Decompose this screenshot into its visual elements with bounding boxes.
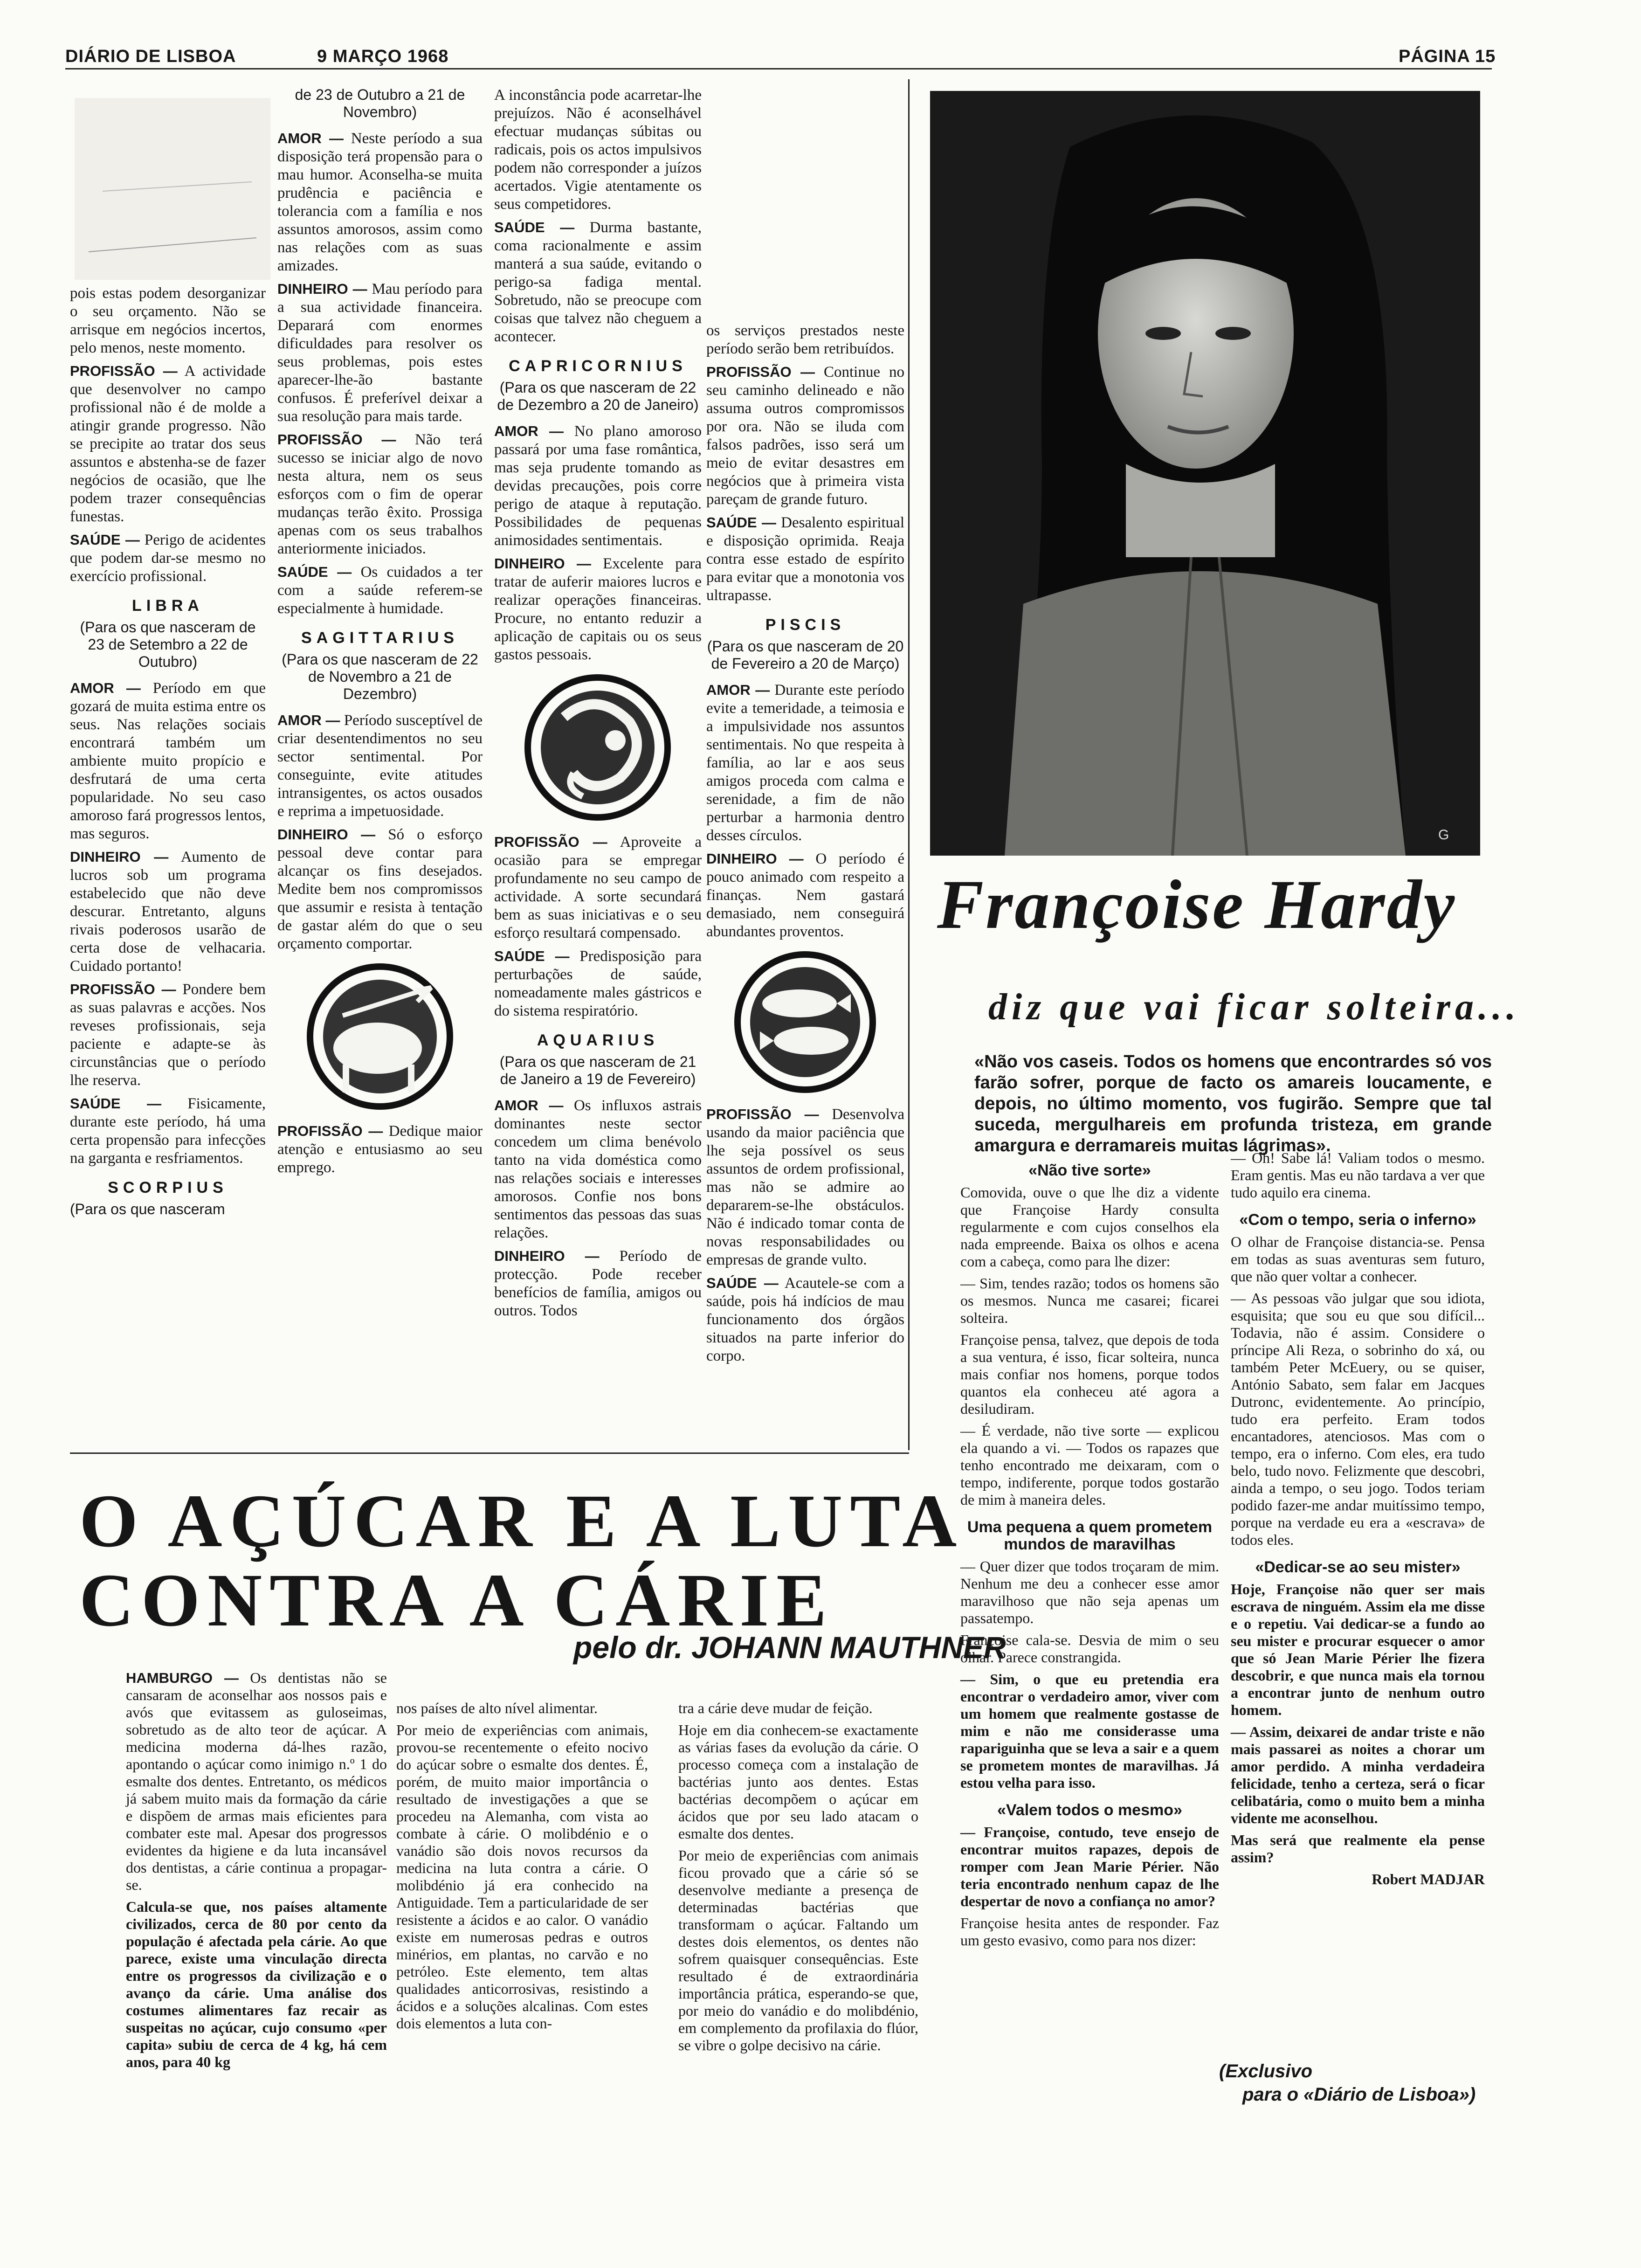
sign-scorpius: SCORPIUS [108, 1179, 228, 1196]
sugar-column-2: nos países de alto nível alimentar. Por meio de experiências com animais, provou-se recentemente o efeito nocivo do açúcar sobre o esmalte dos dentes. É, porém, de muito maior importância o resultado de investigações a que se procedeu na Alemanha, com vista ao combate à cárie. O molibdénio e o vanádio são dois novos recursos da medicina na luta contra a cárie. O molibdénio já era conhecido na Antiguidade. Tem a particularidade de ser resistente a ácidos e ao calor. O vanádio existe em numerosas pedras e outros minérios, em plantas, no carvão e no petróleo. Este elemento, tem altas qualidades anticorrosivas, resistindo a ácidos e a soluções alcalinas. Com estes dois elementos a luta con- [396, 1700, 648, 2032]
article-title-line-2: CONTRA A CÁRIE [79, 1559, 834, 1642]
sign-aquarius: AQUARIUS [537, 1031, 659, 1049]
hardy-intro: «Não vos caseis. Todos os homens que encontrardes só vos farão sofrer, porque de facto os amareis loucamente, e depois, no último momento, vos fugirão. Sempre que tal suceda, mergulhareis em profunda tristeza, em grande amargura e derramareis muitas lágrimas». [974, 1052, 1492, 1155]
horoscope-column-2: de 23 de Outubro a 21 de Novembro) AMOR — Neste período a sua disposição terá propensão para o mau humor. Aconselha-se muita prudência e paciência e tolerancia com a família e nos assuntos amorosos, assim como nas relações com as suas amizades. DINHEIRO — Mau período para a sua actividade financeira. Deparará com enormes dificuldades para resolver os seus problemas, pois estes aparecer-lhe-ão bastante confusos. É preferível deixar a sua resolução para mais tarde. PROFISSÃO — Não terá sucesso se iniciar algo de novo nesta altura, nem os seus esforços com o fim de operar mudanças terão êxito. Prossiga apenas com os seus trabalhos anteriormente iniciados. SAÚDE — Os cuidados a ter com a saúde referem-se especialmente à humidade. SAGITTARIUS (Para os que nasceram de 22 de Novembro a 21 de Dezembro) AMOR — Período susceptível de criar desentendimentos no seu sector sentimental. Por conseguinte, evite atitudes intransigentes, os actos ousados e reprima a impetuosidade. DINHEIRO — Só o esforço pessoal deve contar para alcançar os fins desejados. Medite bem nos compromissos que assumir e resista à tentação de gastar além do que o seu orçamento comportar. PROFISSÃO — Dedique maior atenção e entusiasmo ao seu emprego. [277, 86, 483, 1176]
article-title-line-1: O AÇÚCAR E A LUTA [79, 1480, 965, 1563]
capricorn-zodiac-icon [494, 671, 702, 824]
pisces-zodiac-icon [706, 947, 904, 1097]
subhead-valem-todos: «Valem todos o mesmo» [997, 1801, 1182, 1819]
sagittarius-zodiac-icon [277, 960, 483, 1113]
photo-credit: G [1438, 827, 1449, 843]
sugar-column-1: HAMBURGO — Os dentistas não se cansaram de aconselhar aos nossos pais e avós que evitassem as guloseimas, sobretudo as de alto teor de açúcar. A medicina moderna dá-lhes razão, apontando o açúcar como inimigo n.º 1 do esmalte dos dentes. Entretanto, os médicos já sabem muito mais da formação da cárie e dispõem de armas mais eficientes para combater este mal. Apesar dos progressos evidentes da higiene e da luta incansável dos dentistas, a cárie continua a propagar-se. Calcula-se que, nos países altamente civilizados, cerca de 80 por cento da população é afectada pela cárie. Ao que parece, existe uma vinculação directa entre os progressos da civilização e o avanço da cárie. Uma análise dos costumes alimentares faz recair as suspeitas no açúcar, cujo consumo «per capita» subiu de cerca de 4 kg, há cem anos, para 40 kg [126, 1669, 387, 2070]
hardy-column-right: — Oh! Sabe lá! Valiam todos o mesmo. Eram gentis. Mas eu não tardava a ver que tudo aquilo era cinema. «Com o tempo, seria o inferno» O olhar de Françoise distancia-se. Pensa em todas as suas aventuras sem futuro, que não quer voltar a conhecer. — As pessoas vão julgar que sou idiota, esquisita; que sou eu que sou difícil... Todavia, não é assim. Considere o príncipe Ali Reza, o sobrinho do xá, ou também Peter McEuery, ou se quiser, António Sabato, sem falar em Jacques Dutronc, evidentemente. Ao princípio, tudo era perfeito. Eram todos encantadores, atenciosos. Mas com o tempo, era o inferno. Com eles, era tudo belo, tudo novo. Felizmente que descobri, ainda a tempo, o seu jogo. Todos teriam podido fazer-me andar muitíssimo tempo, porque na verdade eu era a «escrava» de todos eles. «Dedicar-se ao seu mister» Hoje, Françoise não quer ser mais escrava de ninguém. Assim ela me disse e o repetiu. Vai dedicar-se a fundo ao seu mister e procurar esquecer o amor que só Jean Marie Périer lhe fizera descobrir, e que nunca mais ela tornou a encontrar junto de nenhum outro homem. — Assim, deixarei de andar triste e não mais passarei as noites a chorar um amor perdido. A minha verdadeira felicidade, tenho a certeza, será o ficar celibatária, como o muito bem a minha vidente me aconselhou. Mas será que realmente ela pense assim? Robert MADJAR [1231, 1149, 1485, 1888]
hardy-title: Françoise Hardy [937, 866, 1457, 943]
author-signature: Robert MADJAR [1372, 1871, 1485, 1888]
subhead-uma-pequena: Uma pequena a quem prometem mundos de maravilhas [967, 1518, 1213, 1553]
horoscope-column-4: os serviços prestados neste período serão bem retribuídos. PROFISSÃO — Continue no seu caminho delineado e não assuma outros compromissos por ora. Não se iluda com falsos padrões, isso será um meio de evitar desastres em negócios que à primeira vista pareçam de grande futuro. SAÚDE — Desalento espiritual e disposição oprimida. Reaja contra esse estado de espírito para evitar que a monotonia vos ultrapasse. PISCIS (Para os que nasceram de 20 de Fevereiro a 20 de Março) AMOR — Durante este período evite a temeridade, a teimosia e a impulsividade nos assuntos sentimentais. No que respeita à família, ao lar e aos seus amigos proceda com calma e serenidade, a fim de não perturbar a harmonia dentro desses círculos. DINHEIRO — O período é pouco animado com respeito a finanças. Nem gastará demasiado, nem conseguirá abundantes proventos. PROFISSÃO — Desenvolva usando da maior paciência que lhe seja possível os seus assuntos de ordem profissional, mas não se admire ao depararem-se-lhe obstáculos. Não é indicado tomar conta de novas responsabilidades ou empresas de grande vulto. SAÚDE — Acautele-se com a saúde, pois há indícios de mau funcionamento dos órgãos situados na parte inferior do corpo. [706, 322, 904, 1364]
subhead-com-o-tempo: «Com o tempo, seria o inferno» [1239, 1211, 1476, 1229]
francoise-hardy-photo [930, 91, 1480, 856]
sign-libra: LIBRA [132, 597, 204, 615]
hardy-subtitle: diz que vai ficar solteira... [988, 987, 1521, 1028]
image-fragment [75, 98, 270, 280]
exclusive-note-2: para o «Diário de Lisboa») [1242, 2084, 1476, 2105]
issue-date: 9 MARÇO 1968 [317, 47, 449, 66]
horoscope-column-1: pois estas podem desorganizar o seu orçamento. Não se arrisque em negócios incertos, pelo menos, neste momento. PROFISSÃO — A actividade que desenvolver no campo profissional não é de molde a atingir grande progresso. Não se precipite ao tratar dos seus assuntos e abstenha-se de fazer negócios de ocasião, que lhe podem trazer consequências funestas. SAÚDE — Perigo de acidentes que podem dar-se mesmo no exercício profissional. LIBRA (Para os que nasceram de 23 de Setembro a 22 de Outubro) AMOR — Período em que gozará de muita estima entre os seus. Nas relações sociais encontrará também um ambiente muito propício e desfrutará de uma certa popularidade. No seu caso amoroso fará progressos lentos, mas seguros. DINHEIRO — Aumento de lucros sob um programa estabelecido que não deve descurar. Entretanto, alguns rivais poderosos usarão de certa dose de velhacaria. Cuidado portanto! PROFISSÃO — Pondere bem as suas palavras e acções. Nos reveses profissionais, seja paciente e adapte-se às circunstâncias que o período lhe reserva. SAÚDE — Fisicamente, durante este período, há uma certa propensão para infecções na garganta e resfriamentos. SCORPIUS (Para os que nasceram [70, 285, 266, 1217]
article-rule [70, 1452, 909, 1454]
sugar-column-3: tra a cárie deve mudar de feição. Hoje em dia conhecem-se exactamente as várias fases da evolução da cárie. O processo começa com a instalação de bactérias junto aos dentes. Estas bactérias decompõem o açúcar em ácidos que por seu lado atacam o esmalte dos dentes. Por meio de experiências com animais ficou provado que a cárie só se desenvolve mediante a presença de determinadas bactérias que transformam o açúcar. Faltando um destes dois elementos, os dentes não sofrem quaisquer consequências. Este resultado é de extraordinária importância prática, esperando-se que, por meio do vanádio e do molibdénio, em complemento da profilaxia do flúor, se vibre o golpe decisivo na cárie. [678, 1700, 918, 2054]
sign-capricornius: CAPRICORNIUS [509, 357, 687, 375]
subhead-nao-tive-sorte: «Não tive sorte» [1028, 1162, 1151, 1179]
exclusive-note-1: (Exclusivo [1219, 2061, 1313, 2081]
subhead-dedicar-se: «Dedicar-se ao seu mister» [1255, 1558, 1461, 1576]
sign-piscis: PISCIS [765, 616, 846, 634]
article-byline: pelo dr. JOHANN MAUTHNER [573, 1630, 1006, 1665]
header-rule [65, 68, 1492, 69]
horoscope-column-3: A inconstância pode acarretar-lhe prejuízos. Não é aconselhável efectuar mudanças súbitas ou radicais, pois os actos impulsivos podem não corresponder a juízos acertados. Vigie atentamente os seus competidores. SAÚDE — Durma bastante, coma racionalmente e assim manterá a sua saúde, evitando o perigo-sa fadiga mental. Sobretudo, não se preocupe com coisas que talvez não cheguem a acontecer. CAPRICORNIUS (Para os que nasceram de 22 de Dezembro a 20 de Janeiro) AMOR — No plano amoroso passará por uma fase romântica, mas seja prudente tomando as devidas precauções, pois corre perigo de ataque à reputação. Possibilidades de pequenas animosidades sentimentais. DINHEIRO — Excelente para tratar de auferir maiores lucros e realizar operações financeiras. Procure, no entanto reduzir a aplicação de capitais ou os seus gastos pessoais. PROFISSÃO — Aproveite a ocasião para se empregar profundamente no seu campo de actividade. A sorte secundará bem as suas iniciativas e o seu esforço resultará compensado. SAÚDE — Predisposição para perturbações de saúde, nomeadamente males gástricos e do sistema respiratório. AQUARIUS (Para os que nasceram de 21 de Janeiro a 19 de Fevereiro) AMOR — Os influxos astrais dominantes neste sector concedem um clima benévolo tanto na vida doméstica como nas relações sociais e interesses amorosos. Confie nos bons sentimentos das pessoas das suas relações. DINHEIRO — Período de protecção. Pode receber benefícios de família, amigos ou outros. Todos [494, 87, 702, 1319]
column-divider [908, 79, 910, 1450]
newspaper-name: DIÁRIO DE LISBOA [65, 47, 236, 66]
page-number: PÁGINA 15 [1399, 47, 1496, 66]
hardy-column-left: «Não tive sorte» Comovida, ouve o que lhe diz a vidente que Françoise Hardy consulta regularmente e com cujos conselhos ela nada empreende. Baixa os olhos e acena com a cabeça, como para lhe dizer: — Sim, tendes razão; todos os homens são os mesmos. Nunca me casarei; ficarei solteira. Françoise pensa, talvez, que depois de toda a sua ventura, é isso, ficar solteira, nunca mais confiar nos homens, porque todos quantos ela conheceu até agora a desiludiram. — É verdade, não tive sorte — explicou ela quando a vi. — Todos os rapazes que tenho encontrado me deixaram, com o tempo, indiferente, porque todos gostarão de mim à maneira deles. Uma pequena a quem prometem mundos de maravilhas — Quer dizer que todos troçaram de mim. Nenhum me deu a conhecer esse amor maravilhoso que não seja apenas um passatempo. Françoise cala-se. Desvia de mim o seu olhar. Parece constrangida. — Sim, o que eu pretendia era encontrar o verdadeiro amor, viver com um homem que realmente gostasse de mim e não me considerasse uma rapariguinha que se leva a sair e a quem se prometem montes de maravilhas. Já estou velha para isso. «Valem todos o mesmo» — Françoise, contudo, teve ensejo de encontrar muitos rapazes, depois de romper com Jean Marie Périer. Não teria encontrado nenhum capaz de lhe despertar de novo a confiança no amor? Françoise hesita antes de responder. Faz um gesto evasivo, como para nos dizer: [960, 1162, 1219, 1949]
sign-sagittarius: SAGITTARIUS [301, 629, 459, 647]
